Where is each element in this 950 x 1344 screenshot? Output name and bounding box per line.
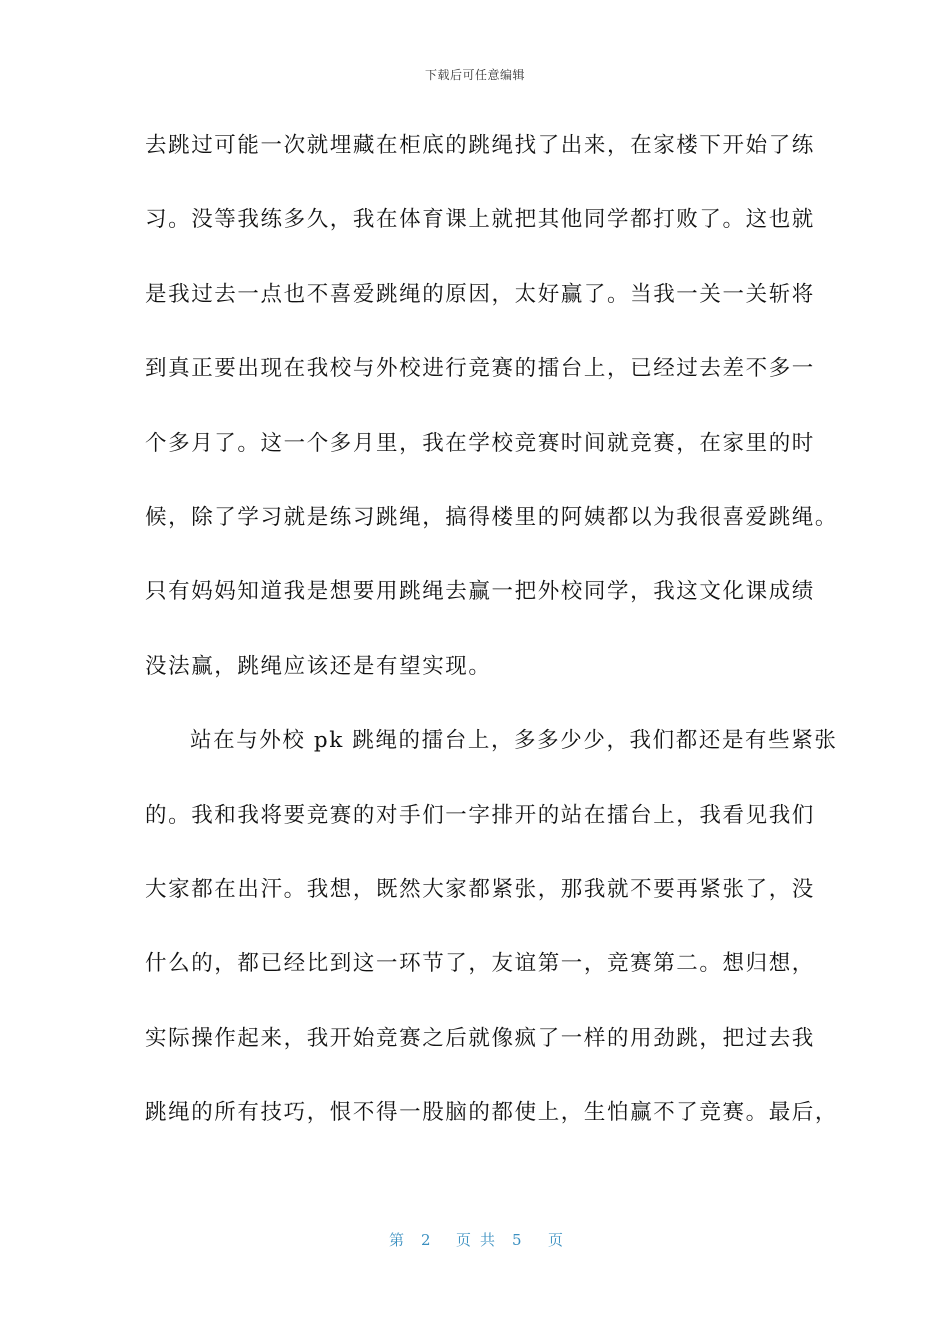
footer-label-di: 第 [389,1231,405,1249]
footer-total-pages: 5 [512,1231,522,1249]
text-line: 的。我和我将要竞赛的对手们一字排开的站在擂台上，我看见我们 [145,802,815,828]
paragraph-first-line: 站在与外校 pk 跳绳的擂台上，多多少少，我们都还是有些紧张 [190,728,838,754]
page-header: 下载后可任意编辑 [424,68,525,82]
text-line: 没法赢，跳绳应该还是有望实现。 [145,653,492,679]
footer-label-ye: 页 [548,1231,564,1249]
text-line: 大家都在出汗。我想，既然大家都紧张，那我就不要再紧张了，没 [145,876,815,902]
text-line: 跳绳的所有技巧，恨不得一股脑的都使上，生怕赢不了竞赛。最后， [145,1100,839,1126]
text-line: 什么的，都已经比到这一环节了，友谊第一，竞赛第二。想归想， [145,951,815,977]
text-line: 候，除了学习就是练习跳绳，搞得楼里的阿姨都以为我很喜爱跳绳。 [145,504,839,530]
text-line: 到真正要出现在我校与外校进行竞赛的擂台上，已经过去差不多一 [145,356,815,382]
text-line: 实际操作起来，我开始竞赛之后就像疯了一样的用劲跳，把过去我 [145,1025,815,1051]
text-line: 个多月了。这一个多月里，我在学校竞赛时间就竞赛，在家里的时 [145,430,815,456]
footer-current-page: 2 [421,1231,431,1249]
body-text [145,124,839,1165]
text-line: 习。没等我练多久，我在体育课上就把其他同学都打败了。这也就 [145,207,815,233]
text-line: 是我过去一点也不喜爱跳绳的原因，太好赢了。当我一关一关斩将 [145,281,815,307]
text-line: 去跳过可能一次就埋藏在柜底的跳绳找了出来，在家楼下开始了练 [145,133,815,158]
footer-label-ye-gong: 页共 [456,1231,505,1249]
page-footer [0,1230,950,1250]
text-line: 只有妈妈知道我是想要用跳绳去赢一把外校同学，我这文化课成绩 [145,579,815,605]
